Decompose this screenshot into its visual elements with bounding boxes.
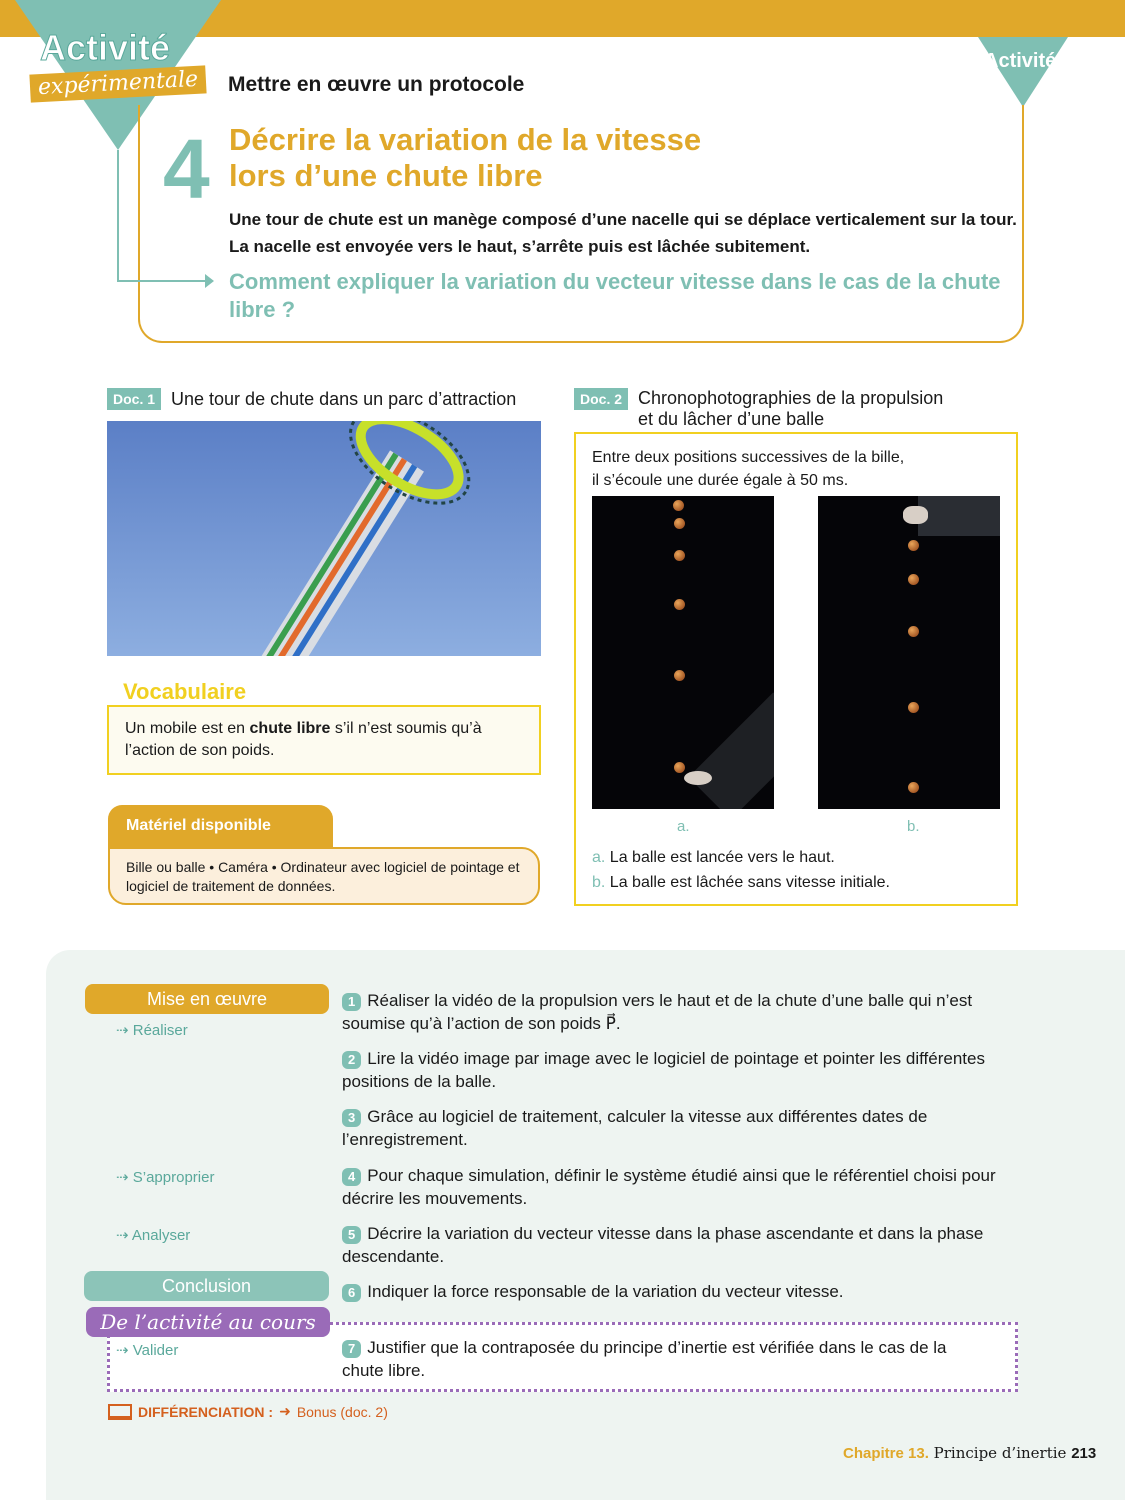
activity-question: Comment expliquer la variation du vecteur vitesse dans le cas de la chute libre ? (229, 269, 1001, 322)
laptop-icon (108, 1404, 132, 1420)
chronophoto-b (818, 496, 1000, 809)
page-footer: Chapitre 13. Principe d’inertie 213 (843, 1444, 1097, 1462)
activity-badge-title: Activité (40, 27, 171, 68)
activity-number: 4 (163, 122, 210, 216)
chronophoto-a (592, 496, 774, 809)
materiel-heading: Matériel disponible (108, 805, 333, 849)
activity-intro: Une tour de chute est un manège composé d’une nacelle qui se déplace verticalement sur la tour. La nacelle est envoyée vers le haut, s’arrête puis est lâchée subitement. (229, 210, 1017, 256)
materiel-box: Bille ou balle • Caméra • Ordinateur avec logiciel de pointage et logiciel de traitement de données. (108, 847, 540, 905)
bonus-link[interactable]: Bonus (doc. 2) (296, 1403, 388, 1420)
skill-analyser: ⇢ Analyser (116, 1227, 191, 1244)
skill-approprier: ⇢ S’approprier (116, 1169, 215, 1186)
label-a: a. (677, 818, 690, 835)
step-2: 2 Lire la vidéo image par image avec le logiciel de pointage et pointer les différentes positions de la balle. (342, 1049, 985, 1091)
skill-valider: ⇢ Valider (116, 1342, 179, 1359)
skill-heading: Mettre en œuvre un protocole (228, 73, 525, 96)
step-1: 1 Réaliser la vidéo de la propulsion vers le haut et de la chute d’une balle qui n’est soumise qu’à l’action de son poids P⃗. (342, 991, 973, 1033)
drop-tower-photo (107, 421, 541, 656)
differenciation: DIFFÉRENCIATION : ➜ Bonus (doc. 2) (108, 1403, 388, 1420)
step-3: 3 Grâce au logiciel de traitement, calculer la vitesse aux différentes dates de l’enregistrement. (342, 1107, 928, 1149)
doc-title: Une tour de chute dans un parc d’attraction (171, 388, 517, 409)
doc2-intro: Entre deux positions successives de la bille, il s’écoule une durée égale à 50 ms. (592, 449, 905, 489)
step-4: 4 Pour chaque simulation, définir le système étudié ainsi que le référentiel choisi pour décrire les mouvements. (342, 1166, 996, 1208)
section-conclusion: Conclusion (84, 1271, 329, 1301)
section-mise-en-oeuvre: Mise en œuvre (85, 984, 329, 1014)
step-7: 7 Justifier que la contraposée du principe d’inertie est vérifiée dans le cas de la chute libre. (342, 1338, 947, 1380)
section-cours: De l’activité au cours (86, 1307, 330, 1337)
doc1-header (107, 388, 516, 410)
connector-line (117, 280, 207, 282)
side-triangle (978, 37, 1068, 107)
doc-tag: Doc. 1 (107, 388, 161, 410)
step-5: 5 Décrire la variation du vecteur vitesse dans la phase ascendante et dans la phase descendante. (342, 1224, 984, 1266)
arrow-icon (205, 274, 214, 288)
vocab-heading: Vocabulaire (123, 679, 247, 704)
arrow-circle-icon: ➜ (279, 1403, 291, 1419)
doc-tag: Doc. 2 (574, 388, 628, 410)
doc2-header (574, 388, 943, 430)
doc-title: Chronophotographies de la propulsion et du lâcher d’une balle (638, 388, 944, 429)
connector-line (117, 150, 119, 282)
doc2-captions: a. La balle est lancée vers le haut. b. La balle est lâchée sans vitesse initiale. (592, 849, 890, 891)
skill-realiser: ⇢ Réaliser (116, 1022, 188, 1039)
activity-title: Décrire la variation de la vitesse lors d’une chute libre (229, 122, 702, 193)
vocab-box: Un mobile est en chute libre s’il n’est soumis qu’à l’action de son poids. (107, 705, 541, 775)
activity-badge-subtitle: expérimentale (29, 65, 206, 102)
label-b: b. (907, 818, 920, 835)
side-badge: Activité (984, 50, 1057, 72)
step-6: 6 Indiquer la force responsable de la variation du vecteur vitesse. (342, 1280, 1032, 1303)
